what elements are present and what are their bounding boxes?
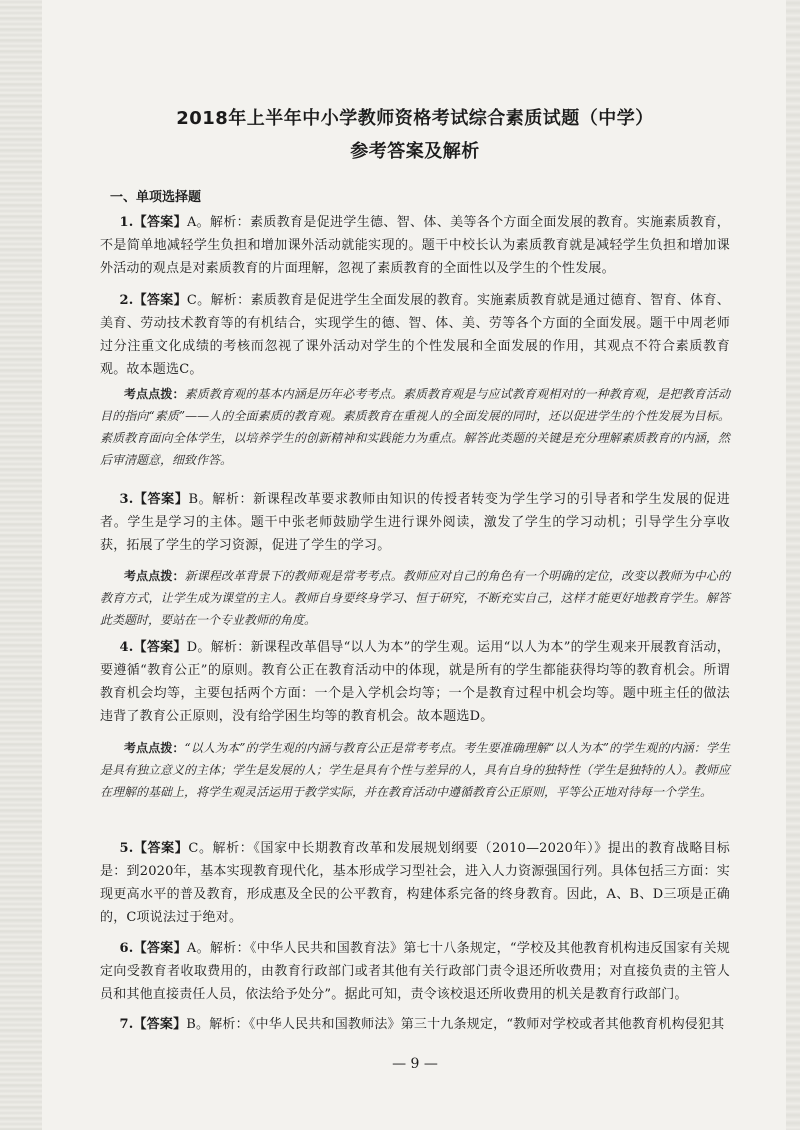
answer-item-6 <box>100 937 730 1006</box>
answer-item-5 <box>100 837 730 929</box>
answer-label: 7.【答案】 <box>119 1017 187 1032</box>
answer-item-1 <box>100 211 730 280</box>
tip-body: “以人为本”的学生观的内涵与教育公正是常考考点。考生要准确理解“以人为本”的学生观的内涵：学生是具有独立意义的主体；学生是发展的人；学生是具有个性与差异的人，具有自身的独特性（学生是独特的人）。教师应在理解的基础上，将学生观灵活运用于教学实际，并在教育活动中遵循教育公正原则，平等公正地对待每一个学生。 <box>100 741 731 799</box>
answer-label: 3.【答案】 <box>119 492 189 507</box>
answer-label: 6.【答案】 <box>119 941 187 956</box>
answer-item-2 <box>100 289 730 381</box>
answer-item-4 <box>100 636 730 728</box>
answer-label: 1.【答案】 <box>119 215 187 230</box>
answer-label: 5.【答案】 <box>119 841 189 856</box>
document-subtitle: 参考答案及解析 <box>350 141 480 162</box>
key-point-tip-1 <box>100 383 730 471</box>
answer-body: D。解析：新课程改革倡导“以人为本”的学生观。运用“以人为本”的学生观来开展教育活动，要遵循“教育公正”的原则。教育公正在教育活动中的体现，就是所有的学生都能获得均等的教育机会。所谓教育机会均等，主要包括两个方面：一个是入学机会均等；一个是教育过程中机会均等。题中班主任的做法违背了教育公正原则，没有给学困生均等的教育机会。故本题选D。 <box>100 640 730 724</box>
tip-body: 新课程改革背景下的教师观是常考考点。教师应对自己的角色有一个明确的定位，改变以教师为中心的教育方式，让学生成为课堂的主人。教师自身要终身学习、恒于研究，不断充实自己，这样才能更好地教育学生。解答此类题时，要站在一个专业教师的角度。 <box>100 569 730 627</box>
scan-edge-left <box>0 0 42 1130</box>
answer-label: 4.【答案】 <box>119 640 187 655</box>
scan-edge-right <box>786 0 800 1130</box>
tip-label: 考点点拨： <box>124 569 185 583</box>
tip-label: 考点点拨： <box>124 387 185 401</box>
section-heading: 一、单项选择题 <box>110 190 202 205</box>
page-number: — 9 — <box>392 1056 438 1072</box>
answer-item-7 <box>100 1013 730 1036</box>
answer-body: C。解析：《国家中长期教育改革和发展规划纲要（2010—2020年）》提出的教育战略目标是：到2020年，基本实现教育现代化，基本形成学习型社会，进入人力资源强国行列。具体包括三方面：实现更高水平的普及教育，形成惠及全民的公平教育，构建体系完备的终身教育。因此，A、B、D三项是正确的，C项说法过于绝对。 <box>100 841 730 925</box>
answer-body: A。解析：素质教育是促进学生德、智、体、美等各个方面全面发展的教育。实施素质教育，不是简单地减轻学生负担和增加课外活动就能实现的。题干中校长认为素质教育就是减轻学生负担和增加课外活动的观点是对素质教育的片面理解，忽视了素质教育的全面性以及学生的个性发展。 <box>100 215 730 276</box>
answer-body: B。解析：《中华人民共和国教师法》第三十九条规定，“教师对学校或者其他教育机构侵犯其 <box>186 1017 725 1032</box>
answer-body: C。解析：素质教育是促进学生全面发展的教育。实施素质教育就是通过德育、智育、体育、美育、劳动技术教育等的有机结合，实现学生的德、智、体、美、劳等各个方面的全面发展。题干中周老师过分注重文化成绩的考核而忽视了课外活动对学生的个性发展和全面发展的作用，其观点不符合素质教育观。故本题选C。 <box>100 293 730 377</box>
key-point-tip-2 <box>100 565 730 631</box>
answer-body: B。解析：新课程改革要求教师由知识的传授者转变为学生学习的引导者和学生发展的促进者。学生是学习的主体。题干中张老师鼓励学生进行课外阅读，激发了学生的学习动机；引导学生分享收获，拓展了学生的学习资源，促进了学生的学习。 <box>100 492 730 553</box>
answer-item-3 <box>100 488 730 557</box>
answer-label: 2.【答案】 <box>119 293 187 308</box>
answer-body: A。解析：《中华人民共和国教育法》第七十八条规定，“学校及其他教育机构违反国家有关规定向受教育者收取费用的，由教育行政部门或者其他有关行政部门责令退还所收费用；对直接负责的主管人员和其他直接责任人员，依法给予处分”。据此可知，责令该校退还所收费用的机关是教育行政部门。 <box>100 941 730 1002</box>
document-title: 2018年上半年中小学教师资格考试综合素质试题（中学） <box>176 108 654 129</box>
key-point-tip-3 <box>100 737 730 803</box>
tip-label: 考点点拨： <box>124 741 185 755</box>
tip-body: 素质教育观的基本内涵是历年必考考点。素质教育观是与应试教育观相对的一种教育观，是把教育活动目的指向“素质”——人的全面素质的教育观。素质教育在重视人的全面发展的同时，还以促进学生的个性发展为目标。素质教育面向全体学生，以培养学生的创新精神和实践能力为重点。解答此类题的关键是充分理解素质教育的内涵，然后审清题意，细致作答。 <box>100 387 730 467</box>
